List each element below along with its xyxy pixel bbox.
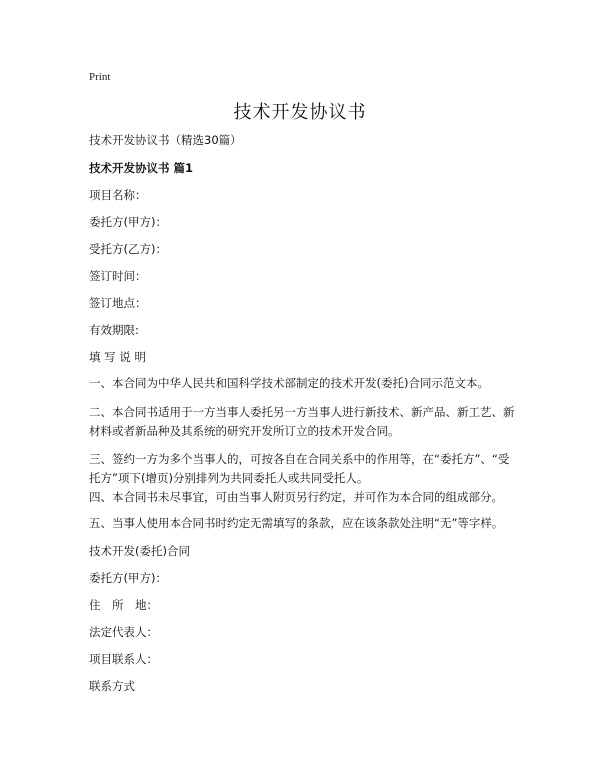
instruction-item-1: 一、本合同为中华人民共和国科学技术部制定的技术开发(委托)合同示范文本。 (89, 376, 489, 390)
contract-field-address: 住 所 地： (89, 598, 158, 612)
instructions-heading: 填 写 说 明 (89, 350, 146, 364)
field-project-name: 项目名称： (89, 188, 147, 202)
field-sign-date: 签订时间： (89, 269, 147, 283)
contract-field-client: 委托方(甲方)： (89, 571, 167, 585)
field-contractor: 受托方(乙方)： (89, 242, 167, 256)
print-label: Print (89, 71, 111, 83)
contract-field-legal-rep: 法定代表人： (89, 625, 158, 639)
instruction-item-2: 二、本合同书适用于一方当事人委托另一方当事人进行新技术、新产品、新工艺、新材料或者新品种及其系统的研究开发所订立的技术开发合同。 (89, 405, 515, 438)
instruction-item-3: 三、签约一方为多个当事人的，可按各自在合同关系中的作用等，在“委托方”、“受托方”项下(增页)分别排列为共同委托人或共同受托人。 (89, 452, 510, 485)
instruction-item-5: 五、当事人使用本合同书时约定无需填写的条款，应在该条款处注明“无”等字样。 (89, 516, 504, 530)
page-title: 技术开发协议书 (233, 102, 367, 123)
contract-field-project-contact: 项目联系人： (89, 652, 158, 666)
document-subtitle: 技术开发协议书（精选30篇） (89, 133, 242, 147)
section-heading: 技术开发协议书 篇1 (89, 161, 194, 175)
instruction-item-4: 四、本合同书未尽事宜，可由当事人附页另行约定，并可作为本合同的组成部分。 (89, 490, 503, 504)
field-sign-place: 签订地点： (89, 296, 147, 310)
field-validity: 有效期限: (89, 323, 139, 337)
contract-field-contact-method: 联系方式 (89, 679, 135, 693)
field-client: 委托方(甲方)： (89, 215, 167, 229)
contract-heading: 技术开发(委托)合同 (89, 544, 190, 558)
